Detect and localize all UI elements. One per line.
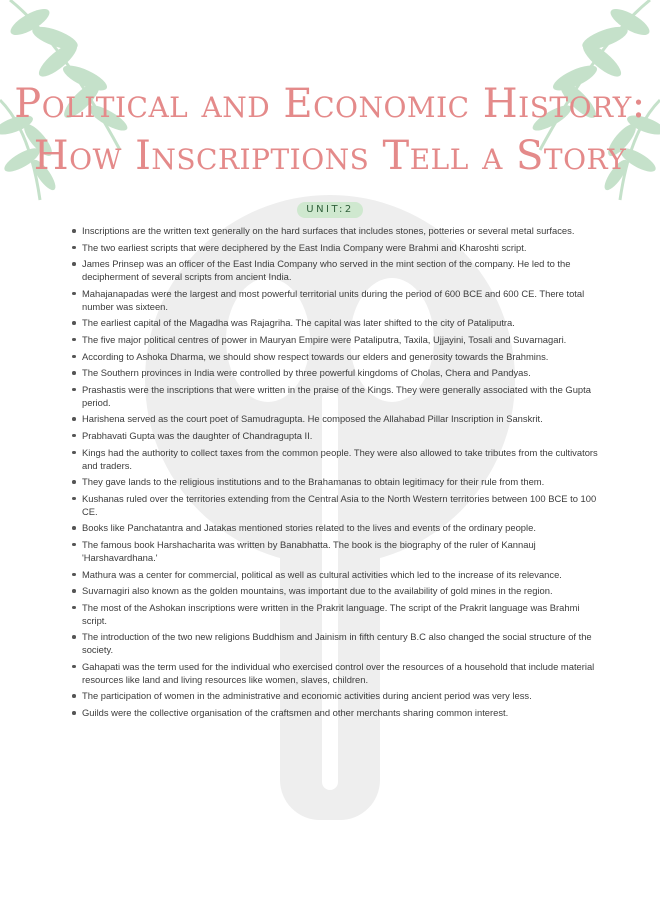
list-item: Inscriptions are the written text generally on the hard surfaces that includes stones, potteries or several metal surfaces. [72,224,607,237]
list-item: James Prinsep was an officer of the East India Company who served in the mint section of the company. He led to the decipherment of several scripts from ancient India. [72,257,607,283]
list-item: Mathura was a center for commercial, political as well as cultural activities which led to the increase of its relevance. [72,568,607,581]
list-item: They gave lands to the religious institutions and to the Brahamanas to obtain legitimacy for their rule from them. [72,475,607,488]
list-item: The five major political centres of power in Mauryan Empire were Pataliputra, Taxila, Ujjayini, Tosali and Suvarnagari. [72,333,607,346]
list-item: Prabhavati Gupta was the daughter of Chandragupta II. [72,429,607,442]
list-item: Harishena served as the court poet of Samudragupta. He composed the Allahabad Pillar Inscription in Sanskrit. [72,412,607,425]
list-item: The introduction of the two new religions Buddhism and Jainism in fifth century B.C also changed the social structure of the society. [72,630,607,656]
list-item: The participation of women in the administrative and economic activities during ancient period was very less. [72,689,607,702]
list-item: The two earliest scripts that were deciphered by the East India Company were Brahmi and Kharoshti script. [72,241,607,254]
list-item: Gahapati was the term used for the individual who exercised control over the resources of a household that include material resources like land and living resources like women, slaves, children. [72,660,607,686]
list-item: Books like Panchatantra and Jatakas mentioned stories related to the lives and events of the ordinary people. [72,521,607,534]
list-item: Kings had the authority to collect taxes from the common people. They were also allowed to take tributes from the cultivators and traders. [72,446,607,472]
list-item: The Southern provinces in India were controlled by three powerful kingdoms of Cholas, Chera and Pandyas. [72,366,607,379]
page-title [0,78,660,182]
list-item: Mahajanapadas were the largest and most powerful territorial units during the period of 600 BCE and 600 CE. There total number was sixteen. [72,287,607,313]
list-item: According to Ashoka Dharma, we should show respect towards our elders and generosity towards the Brahmins. [72,350,607,363]
title-line: How Inscriptions Tell a Story [33,133,627,179]
list-item: Kushanas ruled over the territories extending from the Central Asia to the North Western territories between 100 BCE to 100 CE. [72,492,607,518]
title-line: Political and Economic History: [14,81,646,127]
list-item: Guilds were the collective organisation of the craftsmen and other merchants sharing common interest. [72,706,607,719]
list-item: Suvarnagiri also known as the golden mountains, was important due to the availability of gold mines in the region. [72,584,607,597]
list-item: The earliest capital of the Magadha was Rajagriha. The capital was later shifted to the city of Pataliputra. [72,316,607,329]
unit-badge: UNIT:2 [297,202,363,218]
list-item: Prashastis were the inscriptions that were written in the praise of the Kings. They were generally associated with the Gupta period. [72,383,607,409]
bullet-list [72,224,607,723]
list-item: The most of the Ashokan inscriptions were written in the Prakrit language. The script of the Prakrit language was Brahmi script. [72,601,607,627]
list-item: The famous book Harshacharita was written by Banabhatta. The book is the biography of the ruler of Kannauj 'Harshavardhana.' [72,538,607,564]
